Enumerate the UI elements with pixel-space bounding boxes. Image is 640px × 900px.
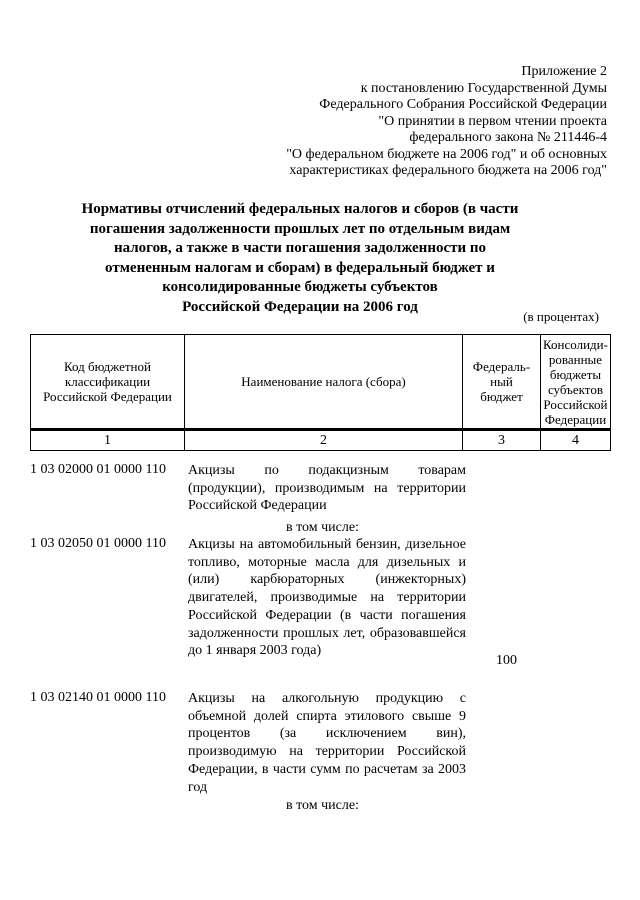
header-code: Код бюджетной классификации Российской Федерации [31,335,185,430]
title-line: консолидированные бюджеты субъектов [162,279,438,296]
including-label: в том числе: [286,798,359,813]
federal-value: 100 [496,653,517,668]
column-number: 3 [463,430,541,451]
budget-code: 1 03 02050 01 0000 110 [30,536,166,551]
appendix-line: федерального закона № 211446-4 [409,130,607,145]
header-name: Наименование налога (сбора) [185,335,463,430]
tax-name: Акцизы на автомобильный бензин, дизельное топливо, моторные масла для дизельных и (или) карбюраторных (инжекторных) двигателей, производимые на территории Российской Федерации (в части погашения задолженности прошлых лет, образовавшейся до 1 января 2003 года) [188,537,466,659]
appendix-block [286,64,607,180]
appendix-line: Федерального Собрания Российской Федерации [319,97,607,112]
budget-code: 1 03 02140 01 0000 110 [30,690,166,705]
appendix-line: характеристиках федерального бюджета на 2006 год" [289,163,607,178]
appendix-line: к постановлению Государственной Думы [360,80,607,96]
title-line: Нормативы отчислений федеральных налогов и сборов (в части [81,201,519,217]
header-federal: Федераль-ный бюджет [463,335,541,430]
column-number: 4 [541,430,611,451]
tax-name: Акцизы по подакцизным товарам (продукции), производимым на территории Российской Федерации [188,463,466,514]
appendix-line: Приложение 2 [521,64,607,79]
title-line: налогов, а также в части погашения задолженности по [113,240,487,257]
units-note: (в процентах) [523,309,599,324]
budget-code: 1 03 02000 01 0000 110 [30,462,166,477]
including-label: в том числе: [286,520,359,535]
appendix-line: "О принятии в первом чтении проекта [378,113,607,129]
tax-name: Акцизы на алкогольную продукцию с объемной долей спирта этилового свыше 9 процентов (за исключением вин), производимую на территории Российской Федерации, в части сумм по расчетам за 2003 год [188,691,466,795]
column-number: 1 [31,430,185,451]
appendix-line: "О федеральном бюджете на 2006 год" и об основных [286,146,607,162]
title-line: погашения задолженности прошлых лет по отдельным видам [89,220,511,237]
table-header [30,334,611,451]
column-number: 2 [185,430,463,451]
document-title [80,200,520,318]
title-line: Российской Федерации на 2006 год [182,298,418,315]
title-line: отмененным налогам и сборам) в федеральный бюджет и [105,259,495,276]
header-regional: Консолиди-рованные бюджеты субъектов Российской Федерации [541,335,611,430]
